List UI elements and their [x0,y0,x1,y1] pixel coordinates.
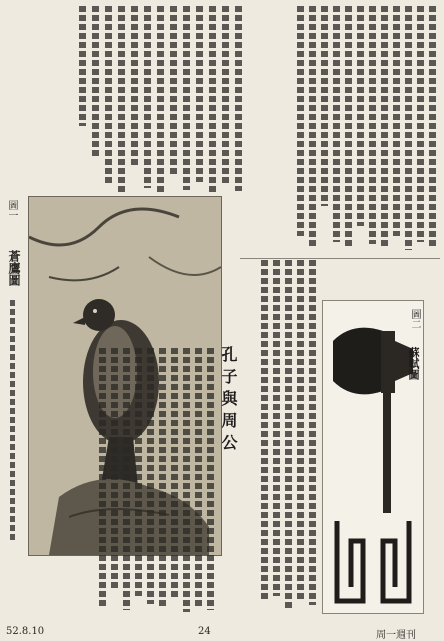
section-divider [240,258,440,259]
painting-label: 圖一 [6,200,17,220]
axe-title: 蘇軾圖 [407,347,420,380]
painting-caption-text [4,300,22,550]
footer-issue: 周一週刊 [376,630,416,641]
painting-title: 蒼鷹圖 [7,250,21,286]
body-text-top-right [246,6,436,256]
footer-date: 52.8.10 [6,626,45,637]
footer-page-number: 24 [198,626,211,637]
page-footer [0,626,444,640]
axe-label: 圖二 [409,309,420,329]
article-body-right [236,260,316,615]
article-title: 孔子與周公 [219,346,238,456]
body-text-top-left [52,6,242,196]
axe-illustration [322,300,424,614]
article-body-left [54,348,214,618]
